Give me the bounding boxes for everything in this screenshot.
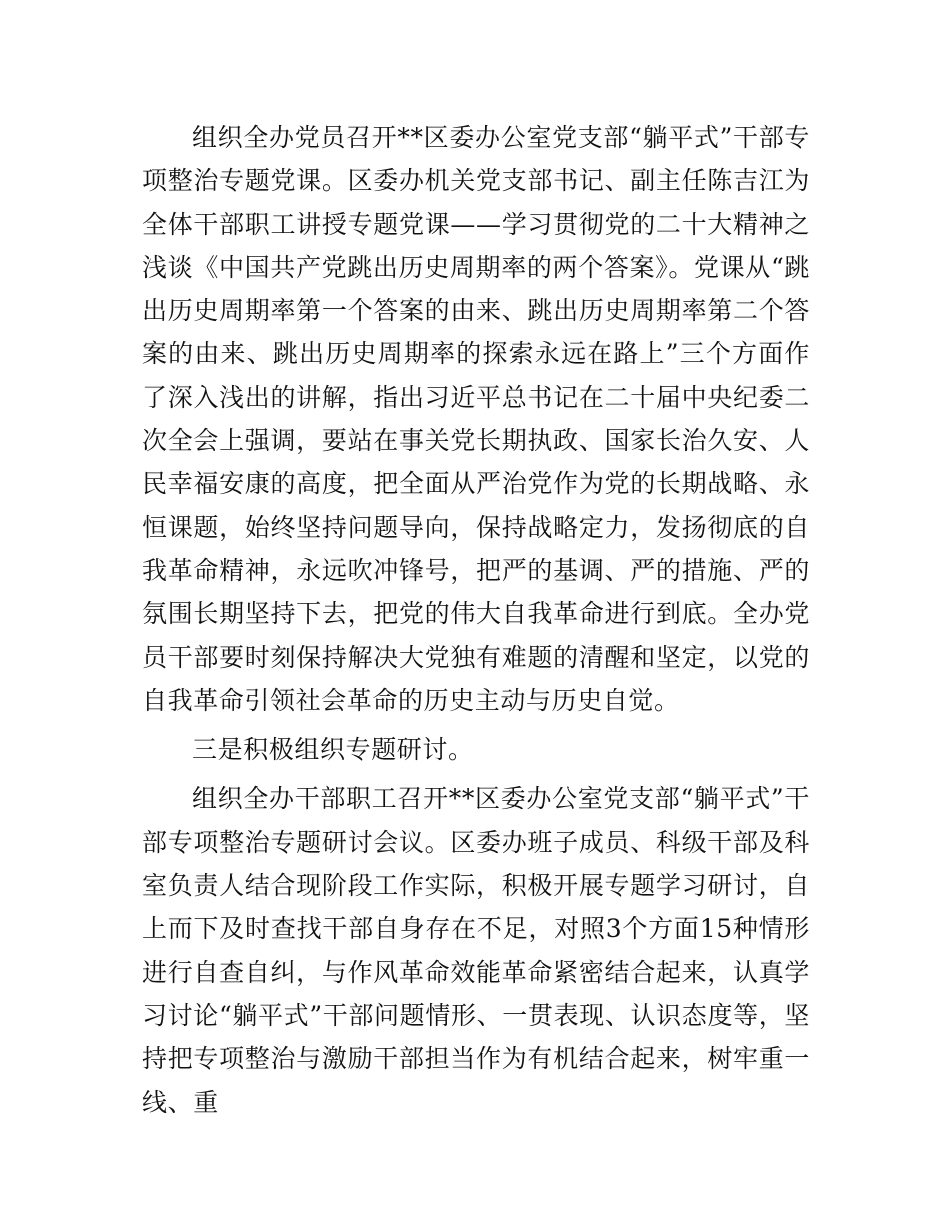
section-heading-seminar: 三是积极组织专题研讨。 — [192, 735, 474, 765]
paragraph-party-lecture: 组织全办党员召开**区委办公室党支部“躺平式”干部专项整治专题党课。区委办机关党支部书记、副主任陈吉江为全体干部职工讲授专题党课——学习贯彻党的二十大精神之浅谈《中国共产党跳出历史周期率的两个答案》。党课从“跳出历史周期率第一个答案的由来、跳出历史周期率第二个答案的由来、跳出历史周期率的探索永远在路上”三个方面作了深入浅出的讲解，指出习近平总书记在二十届中央纪委二次全会上强调，要站在事关党长期执政、国家长治久安、人民幸福安康的高度，把全面从严治党作为党的长期战略、永恒课题，始终坚持问题导向，保持战略定力，发扬彻底的自我革命精神，永远吹冲锋号，把严的基调、严的措施、严的氛围长期坚持下去，把党的伟大自我革命进行到底。全办党员干部要时刻保持解决大党独有难题的清醒和坚定，以党的自我革命引领社会革命的历史主动与历史自觉。 — [142, 123, 810, 715]
document-body — [142, 116, 810, 1124]
paragraph-seminar-meeting: 组织全办干部职工召开**区委办公室党支部“躺平式”干部专项整治专题研讨会议。区委办班子成员、科级干部及科室负责人结合现阶段工作实际，积极开展专题学习研讨，自上而下及时查找干部自身存在不足，对照3个方面15种情形进行自查自纠，与作风革命效能革命紧密结合起来，认真学习讨论“躺平式”干部问题情形、一贯表现、认识态度等，坚持把专项整治与激励干部担当作为有机结合起来，树牢重一线、重 — [142, 784, 810, 1117]
